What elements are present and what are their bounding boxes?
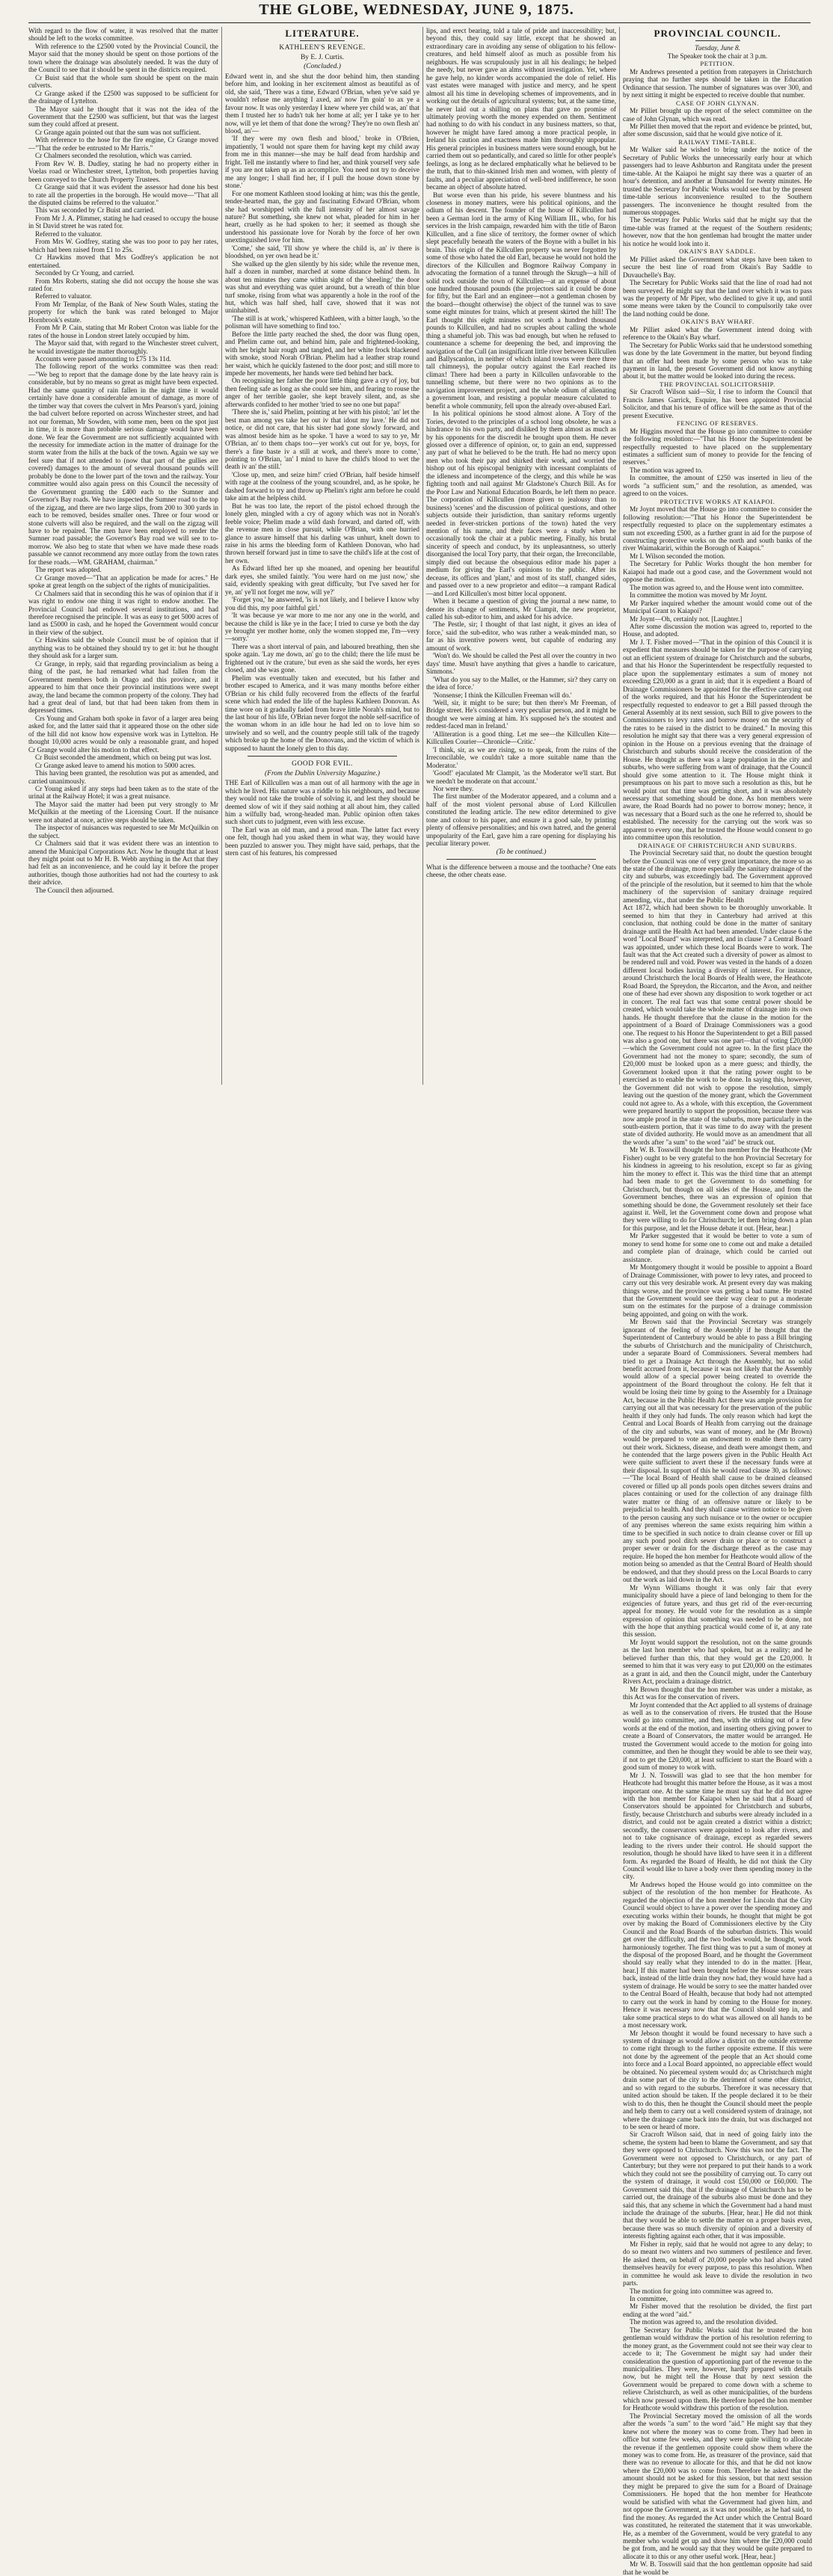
paragraph: Mr Pilliet asked what the Government intend doing with reference to the Okain's Bay wharf. <box>623 325 812 342</box>
to-be-continued: (To be continued.) <box>496 847 547 855</box>
column-divider <box>422 27 423 1085</box>
column-borough-council <box>28 27 218 1085</box>
paragraph: 'It was because ye war more to me nor any one in the world, and because the child is like ye in the face; I tried to curse ye both the day ye brought yer mother home, only the women stopped me, I'm—very—sorry.' <box>225 611 419 643</box>
paragraph: With reference to the hose for the fire engine, Cr Grange moved—"That the order be entrusted to Mr Harris." <box>28 136 218 152</box>
paragraph: The Secretary for Public Works said that he trusted the hon gentleman would withdraw the portion of his resolution referring to the money grant, as the Government could not see their way clear to accede to it; The Government he might say had under their consideration the question of apportioning part of the revenue to the municipalities. They were, however, hardly prepared with details now, but he might tell the House that by next session the Government would be prepared to come down with a scheme to relieve Christchurch, as well as other municipalities, of the burdens which now pressed upon them. He therefore hoped the hon member for Heathcote would withdraw this portion of the resolution. <box>623 2326 812 2412</box>
paragraph: Mr Brown said that the Provincial Secretary was strangely ignorant of the feeling of the Assembly if he thought that the Superintendent of Canterbury would be able to pass a Bill bringing the suburbs of Christchurch and the municipality of Christchurch, under a separate Board of Commissioners. Several members had tried to get a Drainage Act through the Assembly, but no solid benefit accrued from it, because it was not likely that the Assembly would allow of a special power being created to override the appointment of the Board throughout the colony. He felt that it would be losing their time by going to the Assembly for a Drainage Act, because in the Public Health Act there was ample provision for carrying out all that was necessary for the preservation of the public health if they only had funds. The only reason which had kept the Central and Local Boards of Health from carrying out the drainage of the city and suburbs, was want of money, and he (Mr Brown) would be prepared to vote an endowment to enable them to carry out their work. Sickness, disease, and death were amongst them, and he contended that the large powers given in the Public Health Act were quite sufficient to avert these if the necessary funds were at their disposal. In support of this he would read clause 30, as follows:—"The local Board of Health shall cause to be drained cleansed covered or filled up all ponds pools open ditches sewers drains and places containing or used for the collection of any drainage filth water matter or thing of an offensive nature or likely to be prejudicial to health. And they shall cause written notice to be given to the person causing any such nuisance or to the owner or occupier of any premises whereon the same exists requiring him within a time to be specified in such notice to drain cleanse cover or fill up any such pond pool ditch sewer drain or place or to construct a proper sewer or drain for the discharge thereof as the case may require. He hoped the hon member for Heathcote would allow of the motion being so amended as that the Central Board of Health should be endowed, and that they should press on the Local Boards to carry out the work as laid down in the Act. <box>623 1318 812 1584</box>
masthead-rule <box>28 22 811 23</box>
paragraph: The report was adopted. <box>35 566 102 574</box>
paragraph: The first number of the Moderator appeared, and a column and a half of the most violent personal abuse of Lord Killcullen constituted the leading article. The new editor determined to give tone and colour to his paper, and ensure it a good sale, by printing plenty of offensive personalities; and his own hatred, and the general unpopularity of the Earl, gave him a rare opening for displaying his peculiar literary power. <box>426 792 616 848</box>
paragraph: Mr Joynt contended that the Act applied to all systems of drainage as well as to the conservation of rivers. He trusted that the House would go into committee, and then, with the striking out of a few words at the end of the motion, and inserting others giving power to create a Board of Conservators, the matter would be arranged. He trusted the Government would accede to the motion for going into committee, and then he thought they would be able to see their way, if not to get the £20,000, at least sufficient to start the Board with a good sum of money to work with. <box>623 1701 812 1772</box>
paragraph: On recognising her father the poor little thing gave a cry of joy, but then feeling safe as long as she could see him, and fearing to rouse the anger of her terrible gaoler, she kept bravely silent, and, as she afterwards confided to her mother 'tried to see no one but papa!' <box>225 377 419 408</box>
paragraph: Mr W. B. Tosswill said that the hon gentleman opposite had said that he would be <box>623 2560 812 2576</box>
column-divider <box>619 27 620 1085</box>
paragraph: Before the little party reached the shed, the door was flung open, and Phelim came out, and behind him, pale and frightened-looking, with her bright hair rough and tangled, and her white frock blackened with smoke, stood Norah O'Brian. Phelim had a leather strap round her waist, which he quickly fastened to the door post; and still more to impede her movements, her hands were tied behind her back. <box>225 330 419 378</box>
story-body <box>225 73 419 752</box>
story-title: KATHLEEN'S REVENGE. <box>279 44 366 52</box>
paragraph: From Mrs W. Godfrey, stating she was too poor to pay her rates, which had been raised from £1 to 25s. <box>28 238 218 253</box>
paragraph: She walked up the glen silently by his side; while the revenue men, half a dozen in number, marched at some distance behind them. In about ten minutes they came within sight of the 'sheeling;' the door was shut and everything was quiet around, but a wreath of thin blue turf smoke, rising from what was apparently a hole in the roof of the hut, which was half shed, half cave, showed that it was not uninhabited. <box>225 259 419 315</box>
riddle: What is the difference between a mouse and the toothache? One eats cheese, the other cheats ease. <box>426 863 616 879</box>
paragraph: But he was too late, the report of the pistol echoed through the lonely glen, mingled with a cry of agony which was not in Norah's feeble voice; Phelim made a wild dash forward, and darted off, with the revenue men in close pursuit, while O'Brian, with one hurried glance to assure himself that his darling was unhurt, knelt down to raise in his arms the bleeding form of Kathleen Donovan, who had thrown herself forward just in time to save the child's life at the cost of her own. <box>225 502 419 564</box>
paragraph: When it became a question of giving the journal a new name, to denote its change of sentiments, Mr Clampit, the new proprietor, called his sub-editor to him, and asked for his advice. <box>426 597 616 620</box>
paragraph: 'Good!' ejaculated Mr Clampit, 'as the Moderator we'll start. But we needn't be moderate on that account.' <box>426 769 616 785</box>
subheading: DRAINAGE OF CHRISTCHURCH AND SUBURBS. <box>638 841 797 849</box>
paragraph: Cr Grange again pointed out that the sum was not sufficient. <box>35 128 201 136</box>
paragraph: With reference to the £2500 voted by the Provincial Council, the Mayor said that the money should be spent on those portions of the town where the drainage was absolutely needed. It was the duty of the Council to see that it should be spent in the districts required. <box>28 42 218 74</box>
paragraph: The Provincial Secretary moved the omission of all the words after the words "a sum" to the word "aid." He might say that they knew not where the money was to come from. They had been in office but some few weeks, and they were quite willing to allocate the revenue if the gentlemen opposite could show them where the money was to come from. He, as treasurer of the province, said that there was no revenue to allocate for this, and that he did not know where the £20,000 was to come from. Therefore he asked that the amount should not be asked for this session, but that next session they might be prepared to give the sum for a Board of Drainage Commissioners. He hoped that the hon member for Heathcote would be satisfied with what the Government had given him, and not oppose the Government, as it was not possible, as he had said, to find the money. As regarded the Act under which the Central Board was constituted, he reiterated the statement that it was unworkable. He, as a member of the Government, would be very grateful to any member who would get up and show him where the £20,000 could be got from, and he would say that they would be quite prepared to allocate it to this or any other useful work. [Hear, hear.] <box>623 2412 812 2560</box>
paragraph: Mr Walker said he wished to bring under the notice of the Secretary of Public Works the unnecessarily early hour at which passengers had to leave Ashburton and Rangitata under the present time-table. At the Kaiapoi he might say there was a quarter of an hour's detention, and another at Dunsandel for twenty minutes. He trusted the Secretary for Public Works would see that by the present time-table serious inconvenience resulted to the Southern passengers. The inconvenience he thought resulted from the numerous stoppages. <box>623 146 812 216</box>
paragraph: The Mayor said he thought that it was not the idea of the Government that the £2500 was sufficient, but that was the largest sum they could afford at present. <box>28 105 218 129</box>
paragraph: Phelim was eventually taken and executed, but his father and brother escaped to America, and it was many months before either O'Brian or his child fully recovered from the effects of the fearful scene which had ended the life of the hapless Kathleen Donovan. As time wore on it gradually faded from brave little Norah's mind, but to the last hour of his life, O'Brian never forgot the noble self-sacrifice of the woman whom in an idle hour he had led on to love him so unwisely and so well, and the country people still talk of the tragedy which broke up the home of the Donovans, and the victim of which is supposed to haunt the lonely glen to this day. <box>225 674 419 752</box>
paragraph: From Mr P. Cain, stating that Mr Robert Croton was liable for the rates of the house in London street lately occupied by him. <box>28 324 218 339</box>
paragraph: Seconded by Cr Young, and carried. <box>35 269 135 277</box>
subheading: OKAIN'S BAY SADDLE. <box>679 247 756 256</box>
paragraph: With regard to the flow of water, it was resolved that the matter should be left to the works committee. <box>28 27 218 43</box>
subheading: CASE OF JOHN GLYNAN. <box>676 99 759 107</box>
paragraph: Cr Buist said that the whole sum should be spent on the main culverts. <box>28 73 218 90</box>
paragraph: Cr Hawkins said the whole Council must be of opinion that if anything was to be obtained they should try to get it: but he thought they should ask for a larger sum. <box>28 636 218 660</box>
paragraph: The Secretary for Public Works said that he understood something was done by the late Government in the matter, but beyond finding that an offer had been made by some person who was to take payment in land, the present Government did not know anything about it, but the matter would be looked into during the recess. <box>623 341 812 380</box>
paragraph: Crs Young and Graham both spoke in favor of a larger area being asked for, and the latter said that it appeared those on the other side of the hill did not know how expensive work was in Lyttelton. He thought 10,000 acres would be only a reasonable grant, and hoped Cr Grange would alter his motion to that effect. <box>28 714 218 754</box>
paragraph: The Secretary for Public Works said that the line of road had not been surveyed. He might say that the land over which it was to pass was the property of Mr Piper, who declined to give it up, and until some means were taken by the Council to compulsorily take over the land nothing could be done. <box>623 279 812 318</box>
paragraph: As Edward lifted her up she moaned, and opening her beautiful dark eyes, she smiled faintly. 'You were hard on me just now,' she said, evidently speaking with great difficulty, 'but I've saved her for ye, an' ye'll not forget me now, will ye?' <box>225 564 419 596</box>
paragraph: Mr J. N. Tosswill was glad to see that the hon member for Heathcote had brought this matter before the House, as it was a most important one. At the same time he must say that he did not agree with the hon member for Kaiapoi when he said that a Board of Conservators should be appointed for Christchurch and suburbs, firstly, because Christchurch and suburbs were already included in a district, and could not be again created a district within a district; secondly, the conservators were appointed to look after rivers, and not to take cognisance of drainage, except as regarded sewers leading to the rivers under their control. He should support the resolution, though he should have liked to have seen it in a different form. As regarded the Board of Health, he did not think the City Council would like to have a body over them spending money in the city. <box>623 1771 812 1881</box>
subheading: RAILWAY TIME-TABLE. <box>678 138 757 146</box>
paragraph: Mr Parker suggested that it would be better to vote a sum of money to send home for some one to come out and make a detailed and complete plan of drainage, which could be carried out assistance. <box>623 1232 812 1263</box>
paragraph: Cr Buist seconded the amendment, which on being put was lost. <box>35 754 212 762</box>
paragraph: Cr Chalmers said that it was evident there was an intention to amend the Municipal Corporations Act. Now he thought that at least they might point out to Mr H. B. Webb anything in the Act that they had felt as an inconvenience, and he could lay it before the proper authorities, though those authorities had not had the courtesy to ask their advice. <box>28 839 218 887</box>
story2-source: (From the Dublin University Magazine.) <box>265 769 380 777</box>
paragraph: Cr Grange, in reply, said that regarding provincialism as being a thing of the past, he had remarked what had fallen from the Government members both in Otago and this province, and it appeared to him that once their provincial institutions were swept away, the land became the common property of the colony. They had had a great deal of land, but that had been taken from them in depressed times. <box>28 659 218 715</box>
paragraph: The inspector of nuisances was requested to see Mr McQuilkin on the subject. <box>28 824 218 839</box>
subheading: THE PROVINCIAL SOLICITORSHIP. <box>660 380 775 388</box>
session-date: Tuesday, June 8. <box>695 44 740 52</box>
column-story-and-council <box>426 27 616 1085</box>
subheading: PROTECTIVE WORKS AT KAIAPOI. <box>660 497 775 505</box>
speaker-line: The Speaker took the chair at 3 p.m. <box>667 52 768 60</box>
paragraph: Mr Pilliet then moved that the report and evidence be printed, but, after some discussion, said that he would give notice of it. <box>623 122 812 138</box>
paragraph: 'Nonsense; I think the Killcullen Freeman will do.' <box>433 691 572 699</box>
paragraph: The motion was agreed to. <box>630 466 703 474</box>
paragraph: The motion for going into committee was agreed to. <box>630 2287 773 2295</box>
paragraph: The motion was agreed to, and the House went into committee. <box>630 583 804 591</box>
paragraph: Cr Grange moved—"That an application be made for acres." He spoke at great length on the subject of the rights of municipalities. <box>28 573 218 590</box>
paragraph: For one moment Kathleen stood looking at him; was this the gentle, tender-hearted man, the gay and fascinating Edward O'Brian, whom she had worshipped with the full intensity of her almost savage nature? But something, she knew not what, pleaded for him in her heart, cruelly as he had spoken to her; it seemed as though she understood his passionate love for Norah by the force of her own unextinguished love for him. <box>225 189 419 244</box>
paragraph: In committee, <box>630 2294 668 2302</box>
paragraph: From Mrs Roberts, stating she did not occupy the house she was rated for. <box>28 277 218 292</box>
paragraph: 'Won't do. We should be called the Pest all over the country in two days' time. Musn't have anything that gives a handle to caricature, Simmons.' <box>426 652 616 676</box>
paragraph: 'The Pestle, sir; I thought of that last night, it gives an idea of force,' said the sub-editor, who was rather a weak-minded man, so far as his inventive powers went, but capable of enduring any amount of work. <box>426 620 616 652</box>
paragraph: Mr Pilliet brought up the report of the select committee on the case of John Glynan, which was read. <box>623 107 812 123</box>
paragraph: The Earl was an old man, and a proud man. The latter fact every one felt, though had you asked them in what way, they would have been puzzled to answer you. They might have said, perhaps, that the stern cast of his features, his compressed <box>225 825 419 857</box>
column-provincial-council <box>623 27 812 2576</box>
paragraph: This was seconded by Cr Buist and carried. <box>35 206 155 215</box>
paragraph: 'There she is,' said Phelim, pointing at her with his pistol; 'an' let the best man among yes take her out iv that idout my lave.' He did not notice, or did not care, that his sister had gone slowly forward, and was almost beside him as he spoke. 'I have a word to say to ye, Mr O'Brian, an' to them chaps too—yer work's cut out for ye, boys, for there's a fine baste iv a still at work, and there's more to come,' pointing to O'Brian, 'an' I mind to have the child's blood to wet the death iv an' the still.' <box>225 408 419 471</box>
paragraph: From Rev W. B. Dudley, stating he had no property either in Voelas road or Winchester street, Lyttelton, both properties having been conveyed to the Church Property Trustees. <box>28 159 218 183</box>
paragraph: Sir Cracroft Wilson said—Sir, I rise to inform the Council that Francis James Garrick, Esquire, has been appointed Provincial Solicitor, and that his tenure of office will be the same as that of the present Executive. <box>623 388 812 419</box>
story-note: (Concluded.) <box>304 63 341 71</box>
byline: By E. J. Curtis. <box>300 53 345 61</box>
paragraph: In committee the motion was moved by Mr Joynt. <box>630 591 767 600</box>
paragraph: Cr Grange asked if the £2500 was supposed to be sufficient for the drainage of Lyttelton. <box>28 89 218 105</box>
paragraph: 'Forget you,' he answered, 'is is not likely, and I believe I know why you did this, my poor faithful girl.' <box>225 596 419 611</box>
paragraph: Cr Hawkins moved that Mrs Godfrey's application be not entertained. <box>28 253 218 269</box>
section-heading-provincial-council: PROVINCIAL COUNCIL. <box>654 28 781 39</box>
paragraph: In his political opinions he stood almost alone. A Tory of the Tories, devoted to the principles of a school long obsolete, he was a hindrance to his own party, and disliked by them almost as much as by his opponents for the discredit he brought upon them. He never glossed over a difference of opinion, or, to gain an end, suppressed any part of what he believed to be the truth. He had no mercy upon men who took their pay and shirked their work, and worried the bishop out of his episcopal benignity with incessant complaints of the idleness and incompetence of the clergy, and this while he was fighting tooth and nail against Mr Gladstone's Church Bill. As for the Poor Law and National Education Boards, he left them no peace. The corporation of Killcullen (more given to jealousy than to business) 'scenes' and the discussion of political questions, and other subjects outside their jurisdiction, than sanitary reforms urgently needed in fever-stricken portions of the town) hated the very mention of his name, and their faces were a study when he occasionally took the chair at a public meeting. Finally, his brutal sincerity of speech and conduct, by its unpleasantness, so utterly disorganised the local Tory party, that their organ, the Irreconcilable, simply died out because the obsequious editor made his paper a medium for giving the Earl's opinions to the public. After its decease, its offices and 'plant,' and most of its staff, changed sides, and passed over to a new proprietor and editor—a rampant Radical—and Lord Killcullen's most bitter local opponent. <box>426 410 616 597</box>
subheading: OKAIN'S BAY WHARF. <box>680 318 754 326</box>
paragraph: Mr J. T. Fisher moved—"That in the opinion of this Council it is expedient that measures should be taken for the purpose of carrying out an efficient system of drainage for Christchurch and the suburbs, and that his Honor the Superintendent be respectfully requested to place upon the supplementary estimates a sum of money not exceeding £20,000 as a grant in aid; that it is expedient a Board of Drainage Commissioners be appointed for the effective carrying out of the works required, and that his Honor the Superintendent be respectfully requested to endeavor to get a Bill passed through the General Assembly at its next session, such Bill to give powers to the Commissioners to levy rates and borrow money on the security of the rates to be raised in the district to be drained." In moving this resolution he might say that there was a very general expression of opinion in the House on a previous evening that the drainage of Christchurch and suburbs should receive the consideration of the House. He thought as there was a large population in the city and suburbs, who were suffering from want of drainage, that the Council should give some attention to it. The House might think it presumptuous on his part to move such a resolution as this, but he would point out that time was getting short, and it was absolutely necessary that something should be done. As hon members were aware, the Road Boards had no power to borrow money; hence, it was necessary that a Board such as the one he referred to, should be established. The necessity for the carrying out the work was so apparent to every one, that he trusted the House would consent to go into committee upon this resolution. <box>623 638 812 842</box>
paragraph: But worse even than his pride, his severe bluntness and his closeness in money matters, were his political opinions, and the odium of his descent. The founder of the house of Killcullen had been a German lord in the army of King William III., who, for his services in the Irish campaign, rewarded him with the title of Baron Killcullen, and a fine slice of territory, the former owner of which slept peacefully beneath the waters of the Boyne with a bullet in his brain. This origin of the Killcullen property was never forgotten by some of those who hated the old Earl, because he would not hold the directors of the Killcullen and Bogmore Railway Company in advocating the formation of a tunnel through the Skrugh—a hill of solid rock outside the town of Killcullen—at an expense of about one hundred thousand pounds (the projectors said it could be done for fifty, but the Earl and an engineer—not a gentleman chosen by the board—thought otherwise) the object of the tunnel was to save some eight minutes for trains, which at present skirted the hill! The Earl thought this eight minutes not worth a hundred thousand pounds to Killcullen, and had no scruples about calling the whole thing a shameful job. This was bad enough, but when he refused to countenance a scheme for deepening the bed, and improving the navigation of the Cull (an insignificant little river between Killcullen and Ballyscanlon, in neither of which inland towns were there three tall chimneys), the popular outcry against the Earl reached its climax! There had been a party in Killcullen unfavorable to the tunnelling scheme, but there were no two opinions as to the navigation improvement project, and the whole odium of alienating a government loan, and resisting a popular measure calculated to benefit a whole community, fell upon the already over-abused Earl. <box>426 191 616 410</box>
paragraph: The following report of the works committee was then read:—"We beg to report that the damage done by the late heavy rain is considerable, but by no means so great as might have been expected. Had the same quantity of rain fallen in the night time it would certainly have done a considerable amount of damage, as more of the timber way that covers the culvert in Mrs Pearson's yard, joining the bad culvert before reported on across Winchester street, and had not our foreman, Mr Sowden, with some men, been on the spot just in time, it is more than probable serious damage would have been done. We fear the Government are not sufficiently acquainted with the necessity for immediate action in the matter of drainage for the storm water from the hills at the back of the town. Again we say we feel sure that if not attended to (now that part of the gullies are covered) damages to the amount of several thousand pounds will probably be done to the lower part of the town and the railway. Your committee would also again press on this Council the necessity of the Government granting the £400 each to the Sumner and Governor's Bay roads. We have inspected the Sumner road to the top of the zigzag, and there are two large slips, from 200 to 300 yards in each to be removed, besides smaller ones. Three or four wood or stone culverts will also be required, and the wall on the zigzag will have to be repaired. The men have been employed to render the Sumner road passable; the Governor's Bay road we will see to to-morrow. We also beg to state that when we have made these roads passable we cannot recommend any more outlay from the town rates for these roads.—WM. GRAHAM, chairman." <box>28 363 218 566</box>
paragraph: Cr Grange said that it was evident the assessor had done his best to rate all the properties in the borough. He would move—"That all the disputed claims be referred to the valuator." <box>28 183 218 206</box>
subheading: PETITION. <box>700 60 735 68</box>
paragraph: Mr Joynt—Oh, certainly not. [Laughter.] <box>630 614 743 623</box>
paragraph: Mr W. B. Tosswill thought the hon member for the Heathcote (Mr Fisher) ought to be very grateful to the hon Provincial Secretary for his kindness in agreeing to his resolution, except so far as giving him the money to effect it. This was the third time that an attempt had been made to get the Government to do something for Christchurch, but though on all sides of the House, and from the Government benches, there was an expression of opinion that something should be done, the Government resolutely set their face against it. Well, let the Government come down and propose what they were willing to do for Christchurch; let them bring down a plan for this purpose, and let the House debate it out. [Hear, hear.] <box>623 1146 812 1232</box>
paragraph: The Secretary for Public Works thought the hon member for Kaiapoi had made out a good case, and the Government would not oppose the motion. <box>623 560 812 584</box>
paragraph: In committee, the amount of £250 was inserted in lieu of the words "a sufficient sum," and the resolution, as amended, was agreed to on the voices. <box>623 474 812 498</box>
paragraph: 'Come,' she said, 'I'll show ye where the child is, an' iv there is bloodshed, on yer own head be it.' <box>225 244 419 260</box>
divider <box>446 859 596 860</box>
paragraph: There was a short interval of pain, and laboured breathing, then she spoke again. 'Lay me down, an' go to the child; there the life must be frightened out iv the crature,' but even as she said the words, her eyes closed, and she was gone. <box>225 642 419 674</box>
paragraph: The Council then adjourned. <box>35 886 114 894</box>
paragraph: Cr Young asked if any steps had been taken as to the state of the urinal at the Railway Hotel; it was a great nuisance. <box>28 784 218 801</box>
paragraph: 'Alliteration is a good thing. Let me see—the Killcullen Kite—Killcullen Courier—Chronicle—Critic.' <box>426 730 616 746</box>
paragraph: 'The still is at work,' whispered Kathleen, with a bitter laugh, 'so the polisman will have something to find too.' <box>225 314 419 330</box>
section-heading-literature: LITERATURE. <box>285 28 360 39</box>
paragraph: Mr Joynt would support the resolution, not on the same grounds as the last hon member who had spoken, but as a reality; and he believed further than this, that they would get the £20,000. It seemed to him that it was very easy to put £20,000 on the estimates as a grant in aid, and then the Council might, under the Canterbury Rivers Act, proclaim a drainage district. <box>623 1638 812 1686</box>
paragraph: 'Close up, men, and seize him!' cried O'Brian, half beside himself with rage at the coolness of the young scoundrel, and, as he spoke, he dashed forward to try and throw up Phelim's right arm before he could take aim at the helpless child. <box>225 470 419 502</box>
paragraph: Mr Wynn Williams thought it was only fair that every municipality should have a piece of land belonging to them for the exigencies of future years, and thus get rid of the ever-recurring appeal for money. He would vote for the resolution as a simple expression of opinion that something was needed to be done, not with the hope that anything practical would come of it, at any rate this session. <box>623 1583 812 1639</box>
paragraph: Mr Parker inquired whether the amount would come out of the Municipal Grant to Kaiapoi? <box>623 599 812 615</box>
paragraph: After some discussion the motion was agreed to, reported to the House, and adopted. <box>623 622 812 638</box>
story2-body-continued <box>426 27 616 848</box>
paragraph: Mr Pilliet asked the Government what steps have been taken to secure the best line of road from Okain's Bay Saddle to Duvauchelle's Bay. <box>623 255 812 279</box>
paragraph: From Mr Templar, of the Bank of New South Wales, stating the property for which the bank was rated belonged to Major Hornbrook's estate. <box>28 300 218 324</box>
masthead: THE GLOBE, WEDNESDAY, JUNE 9, 1875. <box>259 1 574 18</box>
paragraph: Mr Andrews presented a petition from ratepayers in Christchurch praying that no further steps should be taken in the Education Ordinance that session. The number of signatures was over 300, and by next sitting it might be expected to receive double that number. <box>623 67 812 99</box>
paragraph: Mr I. Wilson seconded the motion. <box>630 552 725 560</box>
paragraph: Mr Andrews hoped the House would go into committee on the subject of the resolution of the hon member for Heathcote. As regarded the objection of the hon member for Lincoln that the City Council would object to have a power over the spending money and executing works within their bounds, he thought that might be got over by making the Board of Commissioners elective by the City Council and the Road Boards of the suburban districts. This would get over the difficulty, and the two bodies would, he thought, work harmoniously together. The first thing was to put a sum of money at the disposal of the proposed Board, and he thought the Government should say really what they intended to do in the matter. [Hear, hear.] If this matter had been brought before the House some years back, instead of the little drain they now had, they would have had a system of drainage. He would be sorry to see the matter handed over to the Central Board of Health, because that body had not attempted to carry out the work in hand by coming to the House for money. Hence it was necessary now that the Council should step in, and take some practical steps to do what was allowed on all hands to be a most necessary work. <box>623 1880 812 2030</box>
divider <box>248 756 397 757</box>
divider <box>300 40 345 41</box>
paragraph: Edward went in, and she shut the door behind him, then standing before him, and looking in her excitement almost as beautiful as of old, she said, 'There was a time, Edward O'Brian, when ye've said ye wouldn't refuse me anything I axed, an' now I'm goin' to ax ye a favour now. It was only yesterday I knew where yer child was, an' that them I trusted her to hadn't tuk her home at all; yer I take ye to her now, will ye let them of that done the wrong? They're no own flesh an' blood, an'— <box>225 72 419 135</box>
subheading: FENCING OF RESERVES. <box>677 419 758 428</box>
paragraph: Cr Chalmers said that in seconding this he was of opinion that if it was right to endow one thing it was right to endow another. The Provincial Council had endowed several institutions, and had therefore recognised the principle. It was as easy to get 5000 acres of land as £5000 in cash, and he hoped the Government would concur in their view of the subject. <box>28 589 218 636</box>
paragraph: Mr Fisher in reply, said that he would not agree to any delay; to do so meant two winters and two summers of pestilence and fever. He asked them, on behalf of 20,000 people who had always rated themselves heavily for every purpose, to pass this resolution. When in committee he would ask leave to divide the resolution in two parts. <box>623 2240 812 2287</box>
paragraph: Nor were they. <box>433 784 474 792</box>
paragraph: Mr Jebson thought it would be found necessary to have such a system of drainage as would allow a district on the outside extreme to come right through to the further opposite extreme. If this were not done by the agreement of the people that an Act should come into force and a Local Board appointed, no appreciable effect would be obtained. No piecemeal system would do; as Christchurch might drain some part of the city to the detriment of some other district, and so with regard to the suburbs. Therefore it was necessary that united action should be taken. If the people declared it to be their wish to do this, then he thought the Council should meet the people and help them to carry out a well considered system of drainage, not where the drainage came back into the drain, but was discharged not to be seen or heard of more. <box>623 2029 812 2130</box>
columns <box>28 27 812 2576</box>
column-literature <box>225 27 419 1085</box>
story2-body <box>225 779 419 857</box>
paragraph: This having been granted, the resolution was put as amended, and carried unanimously. <box>28 769 218 785</box>
paragraph: THE Earl of Killcullen was a man out of all harmony with the age in which he lived. His nature was a riddle to his neighbours, and because they would not take the trouble of solving it, and lest they should be deemed slow of wit if they said nothing at all about him, they called him a wilfully bad, wrong-headed man. Public opinion often takes such short cuts to judgment, even with less excuse. <box>225 779 419 826</box>
paragraph: 'Well, sir, it might to be sure; but then there's Mr Freeman, of Bridge street. He's considered a very peculiar person, and it might be thought we were aiming at him. It's supposed he's the stoutest and reddest-faced man in Ireland.' <box>426 698 616 730</box>
paragraph: The motion was agreed to, and the resolution divided. <box>630 2318 778 2326</box>
paragraph: The Provincial Secretary said that, no doubt the question brought before the Council was one of very great importance, the more so as the state of the drainage, more especially the sanitary drainage of the city and suburbs, was exceedingly bad. The Government approved of the principle of the resolution, but it seemed to him that the whole machinery of the supervision of sanitary drainage required amending, viz., that under the Public Health <box>623 849 812 904</box>
paragraph: lips, and erect bearing, told a tale of pride and inaccessibility; but, beyond this, they could say little, except that he showed an extraordinary care in avoiding any sense of obligation to his fellow-creatures, and held himself aloof as much as possible from his neighbours. He was scrupulously just in all his dealings; he helped the needy, but never gave an alms without investigation. Yet, where he gave help, no kinder words accompanied the dole of relief. His vast estates were managed with justice and mercy, and he spent almost all his time in developing schemes of improvements, and in working out the details of agricultural systems; but, at the same time, he never laid out a shilling on plans that gave no promise of ultimately proving worth the money expended on them. Sentiment had nothing to do with his conduct in any business matters, so that, however he might have fared among a more practical people, in Ireland his caution and exactness made him thoroughly unpopular. His general principles in business matters were sound enough, but he carried them out so pedantically, and cared so little for other people's feelings, as long as he declared emphatically what he believed to be the truth, that to thin-skinned Irish men and women, with plenty of faults, and a peculiar appreciation of well-bred indifference, he soon became an object of absolute hatred. <box>426 27 616 191</box>
paragraph: Mr Higgins moved that the House go into committee to consider the following resolution:—"That his Honor the Superintendent be respectfully requested to have placed on the supplementary estimates a sufficient sum of money to provide for the fencing of reserves." <box>623 427 812 466</box>
paragraph: Sir Cracroft Wilson said, that in need of going fairly into the scheme, the system had been to blame the Government, and say that they were opposed to Christchurch. Now this was not the fact. The Government were not opposed to Christchurch, or any part of Canterbury; but they were not prepared to put their hands to a work which they could not see the possibility of carrying out. To carry out the system of drainage, it would cost £50,000 or £60,000. The Government said this, that if the drainage of Christchurch has to be carried out, the drainage of the suburbs also must be done and they said this, that any scheme in which the Government had a hand must include the drainage of the suburbs. [Hear, hear.] He did not think that they would be able to settle the matter on a proper basis even, because there was so much diversity of opinion and a diversity of interests fighting against each other, that it was impossible. <box>623 2130 812 2240</box>
paragraph: Cr Grange asked leave to amend his motion to 5000 acres. <box>35 761 196 769</box>
paragraph: 'What do you say to the Mallet, or the Hammer, sir? they carry on the idea of force.' <box>426 675 616 691</box>
paragraph: Mr Fisher moved that the resolution be divided, the first part ending at the word "aid." <box>623 2302 812 2318</box>
divider <box>695 40 740 41</box>
column-divider <box>221 27 222 1085</box>
paragraph: 'If they were my own flesh and blood,' broke in O'Brien, impatiently, 'I would not spare them for having kept my child away from me in this manner—she may be half dead from hardship and fright. Tell me instantly where to find her, and think yourself very safe if you are not taken up as an accomplice. You need not try to deceive me any longer; I shall find her, if I pull the house down stone by stone.' <box>225 135 419 190</box>
paragraph: Referred to valuator. <box>35 292 92 301</box>
paragraph: Accounts were passed amounting to £75 13s 11d. <box>35 355 171 363</box>
paragraph: Mr Brown thought that the hon member was under a mistake, as this Act was for the conservation of rivers. <box>623 1685 812 1701</box>
paragraph: From Mr J. A. Plimmer, stating he had ceased to occupy the house in St David street he was rated for. <box>28 214 218 230</box>
paragraph: Act 1872, which had been shown to be thoroughly unworkable. It seemed to him that they in Canterbury had arrived at this conclusion, that nothing could be done in the matter of sanitary drainage until the Health Act had been amended. Under clause 6 the word "Local Board" was interpreted, and in clause 7 a Central Board was appointed, under which these local Boards were to work. The fault was that the Act created such a diversity of power as almost to be rendered null and void. Power was vested in the hands of a dozen different local bodies having a diversity of interest. For instance, around Christchurch the local Boards of Health were, the Heathcote Road Board, the Spreydon, the Riccarton, and the Avon, and neither one of these had ever shown any disposition to work together or act in concert. The real fact was that some central power should be created, which would take the whole matter of drainage into its own hands. He thought therefore that the clause in the motion for the appointment of a Board of Drainage Commissioners was a good one. The request to his Honor the Superintendent to get a Bill passed was also a good one, but there was one part—that of voting £20,000—which the Government could not agree to. In the first place the Government had not the money to spare; secondly, the sum of £20,000 must be looked upon as a mere guess; and thirdly, the Government looked upon it that the rating power ought to be exercised as to enable the work to be done. In saying this, however, the Government did not wish to oppose the resolution, simply leaving out the question of the money grant, which the Government could not agree to. As a whole, with this exception, the Government were prepared heartily to support the proposition, because there was now ample proof in the state of the suburbs, more particularly in the south-eastern portion, that it was time to do away with the present state of divided authority. He would move as an amendment that all the words after "a sum" to the word "aid" be struck out. <box>623 904 812 1146</box>
paragraph: 'I think, sir, as we are rising, so to speak, from the ruins of the Irreconcilable, we couldn't take a more suitable name than the Moderator.' <box>426 745 616 769</box>
paragraph: The Mayor said the matter had been put very strongly to Mr McQuilkin at the meeting of the Licensing Court. If the nuisance were not abated at once, active steps should be taken. <box>28 800 218 824</box>
paragraph: Cr Chalmers seconded the resolution, which was carried. <box>35 152 192 160</box>
paragraph: Mr Montgomery thought it would be possible to appoint a Board of Drainage Commissioner, with power to levy rates, and proceed to carry out this very desirable work. At present every day was making things worse, and the province was getting a bad name. He trusted that the Government would see their way clear to put a moderate sum on the estimates for the purpose of a drainage commission being appointed, and going on with the work. <box>623 1263 812 1318</box>
story2-title: GOOD FOR EVIL. <box>292 760 353 768</box>
paragraph: Referred to the valuator. <box>35 229 102 238</box>
paragraph: The Secretary for Public Works said that he might say that the time-table was framed at the request of the Southern residents; however, now that the hon gentleman had brought the matter under his notice he would look into it. <box>623 216 812 247</box>
paragraph: The Mayor said that, with regard to the Winchester street culvert, he would investigate the matter thoroughly. <box>28 339 218 355</box>
paragraph: Mr Joynt moved that the House go into committee to consider the following resolution:—"That his Honor the Superintendent be respectfully requested to place on the supplementary estimates a sum not exceeding £500, as a further grant in aid for the purpose of constructing protective works on the north and south banks of the river Waimakariri, within the Borough of Kaiapoi." <box>623 505 812 552</box>
